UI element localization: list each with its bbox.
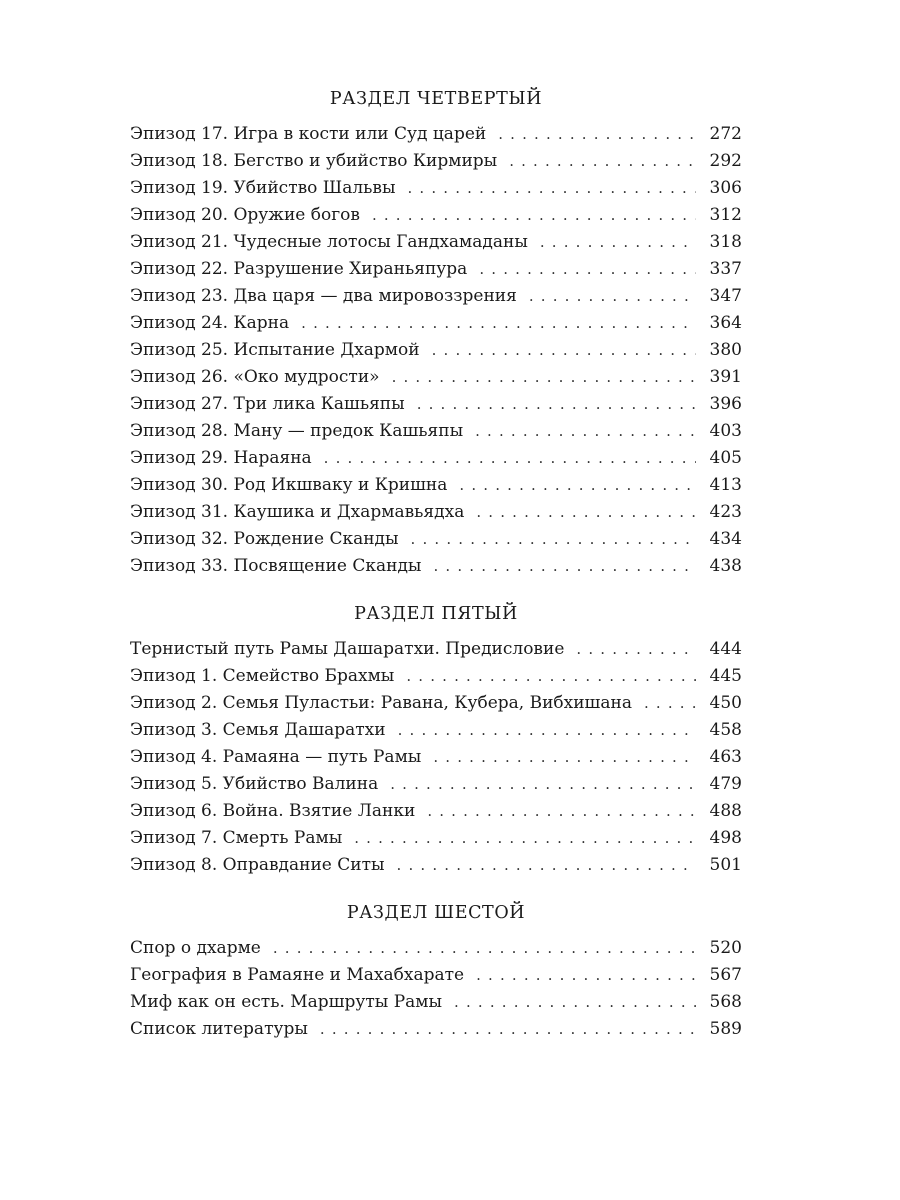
toc-entry-title: Эпизод 20. Оружие богов [130,205,360,225]
dot-leader [397,852,696,879]
toc-entry[interactable] [130,1016,742,1043]
toc-entry-page: 501 [709,855,742,875]
toc-entry-title: Эпизод 18. Бегство и убийство Кирмиры [130,151,498,171]
dot-leader [576,636,696,663]
toc-entry-title: Эпизод 6. Война. Взятие Ланки [130,801,416,821]
toc-entry-title: Эпизод 3. Семья Дашаратхи [130,720,386,740]
toc-entry[interactable] [130,798,742,825]
toc-entry-title: Список литературы [130,1019,308,1039]
dot-leader [644,690,696,717]
toc-entry-page: 423 [709,502,742,522]
dot-leader [459,472,696,499]
dot-leader [392,364,696,391]
toc-entry-page: 520 [709,938,742,958]
toc-entry-page: 272 [709,124,742,144]
dot-leader [417,391,696,418]
section-four [130,86,742,580]
toc-entry-title: Эпизод 22. Разрушение Хираньяпура [130,259,468,279]
toc-entry[interactable] [130,852,742,879]
toc-entry[interactable] [130,935,742,962]
section-five [130,601,742,879]
toc-entry-page: 488 [709,801,742,821]
toc-entry[interactable] [130,229,742,256]
section-heading: РАЗДЕЛ ПЯТЫЙ [354,604,518,624]
dot-leader [273,935,696,962]
dot-leader [475,418,696,445]
toc-entry[interactable] [130,337,742,364]
toc-entry-page: 380 [709,340,742,360]
table-of-contents [130,86,742,1064]
toc-entry[interactable] [130,202,742,229]
toc-entry[interactable] [130,472,742,499]
toc-entry-title: Эпизод 29. Нараяна [130,448,312,468]
toc-list [130,121,742,580]
toc-entry-page: 347 [709,286,742,306]
dot-leader [408,175,697,202]
toc-entry-page: 567 [709,965,742,985]
toc-entry[interactable] [130,283,742,310]
toc-entry-page: 445 [709,666,742,686]
toc-entry-page: 364 [709,313,742,333]
toc-entry-page: 312 [709,205,742,225]
toc-entry-title: Эпизод 30. Род Икшваку и Кришна [130,475,448,495]
toc-entry-page: 589 [709,1019,742,1039]
toc-entry[interactable] [130,771,742,798]
toc-entry-page: 306 [709,178,742,198]
toc-entry[interactable] [130,825,742,852]
toc-entry-title: География в Рамаяне и Махабхарате [130,965,465,985]
dot-leader [498,121,696,148]
dot-leader [433,744,696,771]
toc-entry-title: Эпизод 7. Смерть Рамы [130,828,343,848]
toc-entry[interactable] [130,445,742,472]
dot-leader [432,337,696,364]
dot-leader [476,499,696,526]
toc-entry[interactable] [130,744,742,771]
dot-leader [427,798,696,825]
dot-leader [540,229,696,256]
toc-entry[interactable] [130,962,742,989]
toc-entry[interactable] [130,391,742,418]
toc-entry-title: Эпизод 23. Два царя — два мировоззрения [130,286,517,306]
toc-entry-title: Эпизод 26. «Око мудрости» [130,367,380,387]
dot-leader [354,825,696,852]
toc-entry[interactable] [130,989,742,1016]
toc-entry-title: Эпизод 21. Чудесные лотосы Гандхамаданы [130,232,528,252]
toc-entry-page: 458 [709,720,742,740]
toc-entry-page: 391 [709,367,742,387]
dot-leader [433,553,696,580]
dot-leader [411,526,696,553]
dot-leader [454,989,696,1016]
dot-leader [301,310,696,337]
toc-entry[interactable] [130,553,742,580]
toc-entry-page: 438 [709,556,742,576]
dot-leader [372,202,696,229]
section-heading: РАЗДЕЛ ЧЕТВЕРТЫЙ [329,89,543,109]
toc-entry-title: Эпизод 33. Посвящение Сканды [130,556,422,576]
toc-entry-title: Эпизод 5. Убийство Валина [130,774,379,794]
toc-entry[interactable] [130,636,742,663]
toc-entry-page: 292 [709,151,742,171]
dot-leader [390,771,696,798]
toc-entry[interactable] [130,175,742,202]
toc-entry-page: 396 [709,394,742,414]
toc-entry-title: Эпизод 24. Карна [130,313,290,333]
toc-entry[interactable] [130,418,742,445]
toc-entry-title: Эпизод 31. Каушика и Дхармавьядха [130,502,465,522]
toc-entry-page: 405 [709,448,742,468]
dot-leader [529,283,696,310]
toc-entry[interactable] [130,690,742,717]
toc-entry[interactable] [130,256,742,283]
toc-entry-page: 337 [709,259,742,279]
toc-entry-title: Эпизод 17. Игра в кости или Суд царей [130,124,487,144]
toc-entry-title: Эпизод 19. Убийство Шальвы [130,178,396,198]
toc-entry-page: 498 [709,828,742,848]
toc-entry[interactable] [130,364,742,391]
toc-entry-page: 463 [709,747,742,767]
toc-entry-title: Эпизод 32. Рождение Сканды [130,529,399,549]
toc-entry-title: Эпизод 25. Испытание Дхармой [130,340,420,360]
toc-entry[interactable] [130,526,742,553]
toc-entry-page: 434 [709,529,742,549]
toc-entry-title: Эпизод 27. Три лика Кашьяпы [130,394,405,414]
section-six [130,900,742,1043]
dot-leader [320,1016,696,1043]
toc-entry[interactable] [130,717,742,744]
toc-entry-page: 444 [709,639,742,659]
toc-entry-title: Миф как он есть. Маршруты Рамы [130,992,443,1012]
toc-entry-title: Эпизод 1. Семейство Брахмы [130,666,395,686]
dot-leader [406,663,696,690]
dot-leader [398,717,696,744]
toc-entry-title: Спор о дхарме [130,938,261,958]
toc-entry-page: 450 [709,693,742,713]
toc-list [130,636,742,879]
toc-entry-title: Тернистый путь Рамы Дашаратхи. Предисловие [130,639,565,659]
toc-entry[interactable] [130,121,742,148]
toc-entry-title: Эпизод 4. Рамаяна — путь Рамы [130,747,422,767]
toc-entry-page: 413 [709,475,742,495]
dot-leader [476,962,696,989]
toc-entry-page: 479 [709,774,742,794]
toc-entry-title: Эпизод 28. Ману — предок Кашьяпы [130,421,464,441]
toc-entry[interactable] [130,148,742,175]
toc-entry-title: Эпизод 8. Оправдание Ситы [130,855,385,875]
section-heading: РАЗДЕЛ ШЕСТОЙ [346,903,526,923]
toc-entry-page: 403 [709,421,742,441]
toc-list [130,935,742,1043]
toc-entry-page: 318 [709,232,742,252]
toc-entry[interactable] [130,310,742,337]
dot-leader [324,445,696,472]
toc-entry-title: Эпизод 2. Семья Пуластьи: Равана, Кубера, Вибхишана [130,693,632,713]
dot-leader [509,148,696,175]
toc-entry[interactable] [130,499,742,526]
toc-entry-page: 568 [709,992,742,1012]
toc-entry[interactable] [130,663,742,690]
dot-leader [479,256,696,283]
